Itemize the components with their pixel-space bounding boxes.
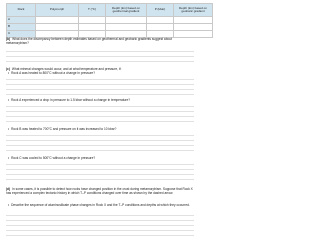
question-c-item: • Rock A experienced a drop in pressure to 1.5 kbar without a change in temperature? <box>8 98 194 102</box>
table-header: P (kbar) <box>147 4 174 17</box>
answer-lines-b[interactable] <box>6 51 194 66</box>
question-c-item: • Rock B was heated to 700°C and pressure on it was increased to 10 kbar? <box>8 127 194 131</box>
answer-line[interactable] <box>6 94 194 95</box>
table-cell[interactable] <box>174 24 213 31</box>
answer-line[interactable] <box>6 164 194 165</box>
answer-line[interactable] <box>6 89 194 90</box>
table-cell[interactable] <box>79 17 106 24</box>
table-cell[interactable] <box>106 24 147 31</box>
answer-line[interactable] <box>6 140 194 141</box>
table-cell[interactable] <box>106 17 147 24</box>
question-c-text: What mineral changes would occur, and at what temperature and pressure, if: <box>11 67 122 71</box>
answer-line[interactable] <box>6 145 194 146</box>
question-b-text: What does the discrepancy between depth estimates based on geothermal and geobaric gradients suggest about metamorphism? <box>6 37 172 45</box>
table-row <box>7 24 213 31</box>
answer-line[interactable] <box>6 106 194 107</box>
question-c-item: • Rock C was cooled to 500°C without a change in pressure? <box>8 156 194 160</box>
answer-line[interactable] <box>6 220 194 221</box>
table-header: T (°C) <box>79 4 106 17</box>
answer-line[interactable] <box>6 174 194 175</box>
answer-line[interactable] <box>6 225 194 226</box>
question-b <box>6 37 194 45</box>
table-row <box>7 17 213 24</box>
table-cell[interactable] <box>79 24 106 31</box>
question-c-item: • Rock A was heated to 800°C without a change in pressure? <box>8 71 194 75</box>
answer-line[interactable] <box>6 79 194 80</box>
table-cell: A <box>7 17 36 24</box>
table-cell: C <box>7 31 36 38</box>
table-cell[interactable] <box>174 17 213 24</box>
answer-line[interactable] <box>6 61 194 62</box>
answer-line[interactable] <box>6 56 194 57</box>
answer-lines-c3[interactable] <box>6 135 194 155</box>
answer-line[interactable] <box>6 51 194 52</box>
answer-line[interactable] <box>6 150 194 151</box>
table-header: Rock <box>7 4 36 17</box>
answer-line[interactable] <box>6 179 194 180</box>
answer-line[interactable] <box>6 84 194 85</box>
table-header: Polymorph <box>36 4 79 17</box>
table-header-row <box>7 4 213 17</box>
answer-line[interactable] <box>6 230 194 231</box>
answer-line[interactable] <box>6 215 194 216</box>
answer-lines-c1[interactable] <box>6 79 194 99</box>
answer-lines-c4[interactable] <box>6 164 194 184</box>
answer-line[interactable] <box>6 111 194 112</box>
table-header: Depth (km) based on geothermal gradient <box>106 4 147 17</box>
question-d <box>6 187 194 195</box>
answer-line[interactable] <box>6 116 194 117</box>
answer-lines-d[interactable] <box>6 215 194 240</box>
answer-line[interactable] <box>6 121 194 122</box>
data-table <box>6 3 213 38</box>
table-cell[interactable] <box>36 24 79 31</box>
question-d-text: In some cases, it is possible to detect how rocks have changed position in the crust during metamorphism. Suppose that Rock X has experienced a complex tectonic history in which T–P conditions changed over time as shown by the dashed arrow. <box>6 187 193 195</box>
table-cell[interactable] <box>36 17 79 24</box>
table-cell: B <box>7 24 36 31</box>
answer-lines-c2[interactable] <box>6 106 194 126</box>
answer-line[interactable] <box>6 235 194 236</box>
table-cell[interactable] <box>147 17 174 24</box>
answer-line[interactable] <box>6 169 194 170</box>
table-header: Depth (km) based on geobaric gradient <box>174 4 213 17</box>
answer-line[interactable] <box>6 135 194 136</box>
question-b-label: (b) <box>6 37 11 41</box>
question-d-label: (d) <box>6 187 11 191</box>
table-cell[interactable] <box>147 24 174 31</box>
question-d-item: • Describe the sequence of aluminosilicate phase changes in Rock X and the T–P conditions and depths at which they occurred. <box>8 203 194 207</box>
question-c-label: (c) <box>6 67 10 71</box>
